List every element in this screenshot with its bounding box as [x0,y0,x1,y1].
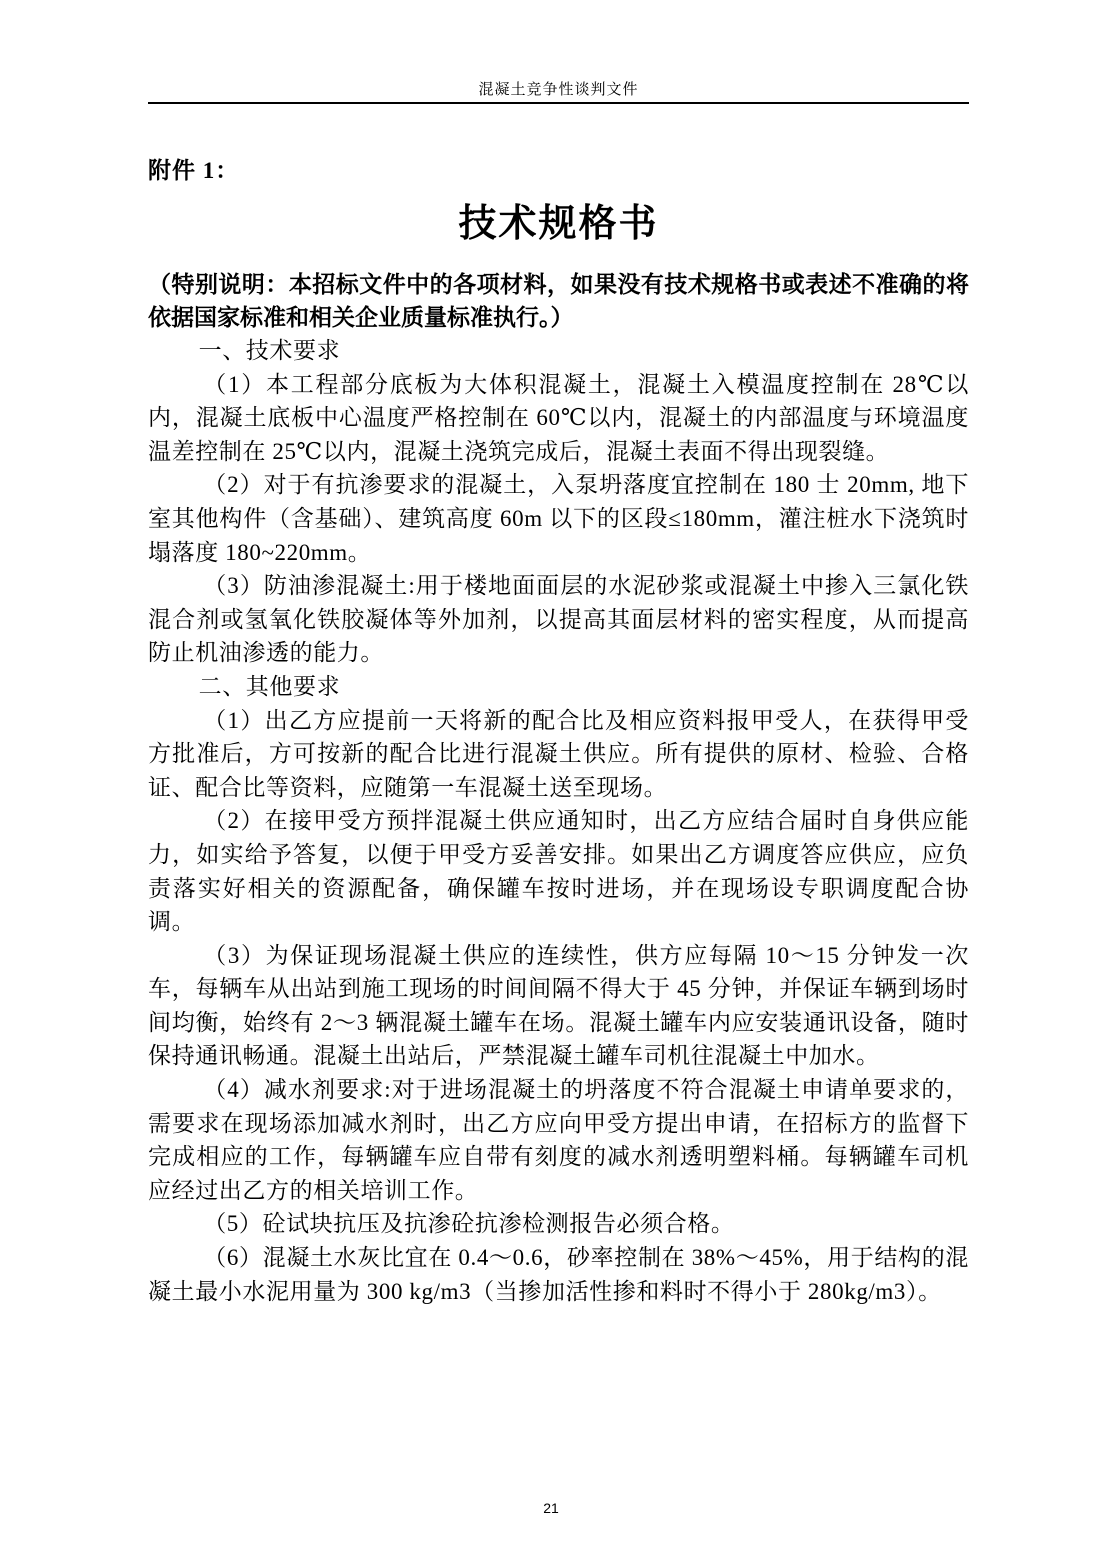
section-heading-other: 二、其他要求 [198,673,341,699]
header-rule [148,102,969,104]
paragraph-other-2: （2）在接甲受方预拌混凝土供应通知时，出乙方应结合届时自身供应能力，如实给予答复，以便于甲受方妥善安排。如果出乙方调度答应供应，应负责落实好相关的资源配备，确保罐车按时进场，并在现场设专职调度配合协调。 [148,808,969,935]
paragraph-other-5: （5）砼试块抗压及抗渗砼抗渗检测报告必须合格。 [203,1211,735,1237]
section-heading-technical: 一、技术要求 [198,338,341,363]
paragraph-other-3: （3）为保证现场混凝土供应的连续性，供方应每隔 10～15 分钟发一次车，每辆车从出站到施工现场的时间间隔不得大于 45 分钟，并保证车辆到场时间均衡，始终有 2～3 辆混凝土罐车在场。混凝土罐车内应安装通讯设备，随时保持通讯畅通。混凝土出站后，严禁混凝土罐车司机往混凝土中加水。 [148,942,969,1069]
page-body [148,150,969,1308]
paragraph-tech-3: （3）防油渗混凝土:用于楼地面面层的水泥砂浆或混凝土中掺入三氯化铁混合剂或氢氧化铁胶凝体等外加剂，以提高其面层材料的密实程度，从而提高防止机油渗透的能力。 [148,573,969,666]
paragraph-other-1: （1）出乙方应提前一天将新的配合比及相应资料报甲受人，在获得甲受方批准后，方可按新的配合比进行混凝土供应。所有提供的原材、检验、合格证、配合比等资料，应随第一车混凝土送至现场。 [148,707,969,800]
paragraph-other-6: （6）混凝土水灰比宜在 0.4～0.6，砂率控制在 38%～45%，用于结构的混凝土最小水泥用量为 300 kg/m3（当掺加活性掺和料时不得小于 280kg/m3）。 [148,1245,969,1304]
page-number: 21 [543,1500,559,1516]
paragraph-tech-1: （1）本工程部分底板为大体积混凝土，混凝土入模温度控制在 28℃以内，混凝土底板中心温度严格控制在 60℃以内，混凝土的内部温度与环境温度温差控制在 25℃以内，混凝土浇筑完成后，混凝土表面不得出现裂缝。 [148,371,969,464]
running-header: 混凝土竞争性谈判文件 [478,82,639,98]
document-title: 技术规格书 [458,203,659,245]
paragraph-other-4: （4）减水剂要求:对于进场混凝土的坍落度不符合混凝土申请单要求的，需要求在现场添加减水剂时，出乙方应向甲受方提出申请，在招标方的监督下完成相应的工作，每辆罐车应自带有刻度的减水剂透明塑料桶。每辆罐车司机应经过出乙方的相关培训工作。 [148,1077,969,1203]
attachment-label: 附件 1： [148,158,240,183]
special-note: （特别说明：本招标文件中的各项材料，如果没有技术规格书或表述不准确的将依据国家标准和相关企业质量标准执行。） [148,272,969,330]
paragraph-tech-2: （2）对于有抗渗要求的混凝土，入泵坍落度宜控制在 180 士 20mm, 地下室其他构件（含基础）、建筑高度 60m 以下的区段≤180mm，灌注桩水下浇筑时塌落度 180~220mm。 [148,472,969,565]
